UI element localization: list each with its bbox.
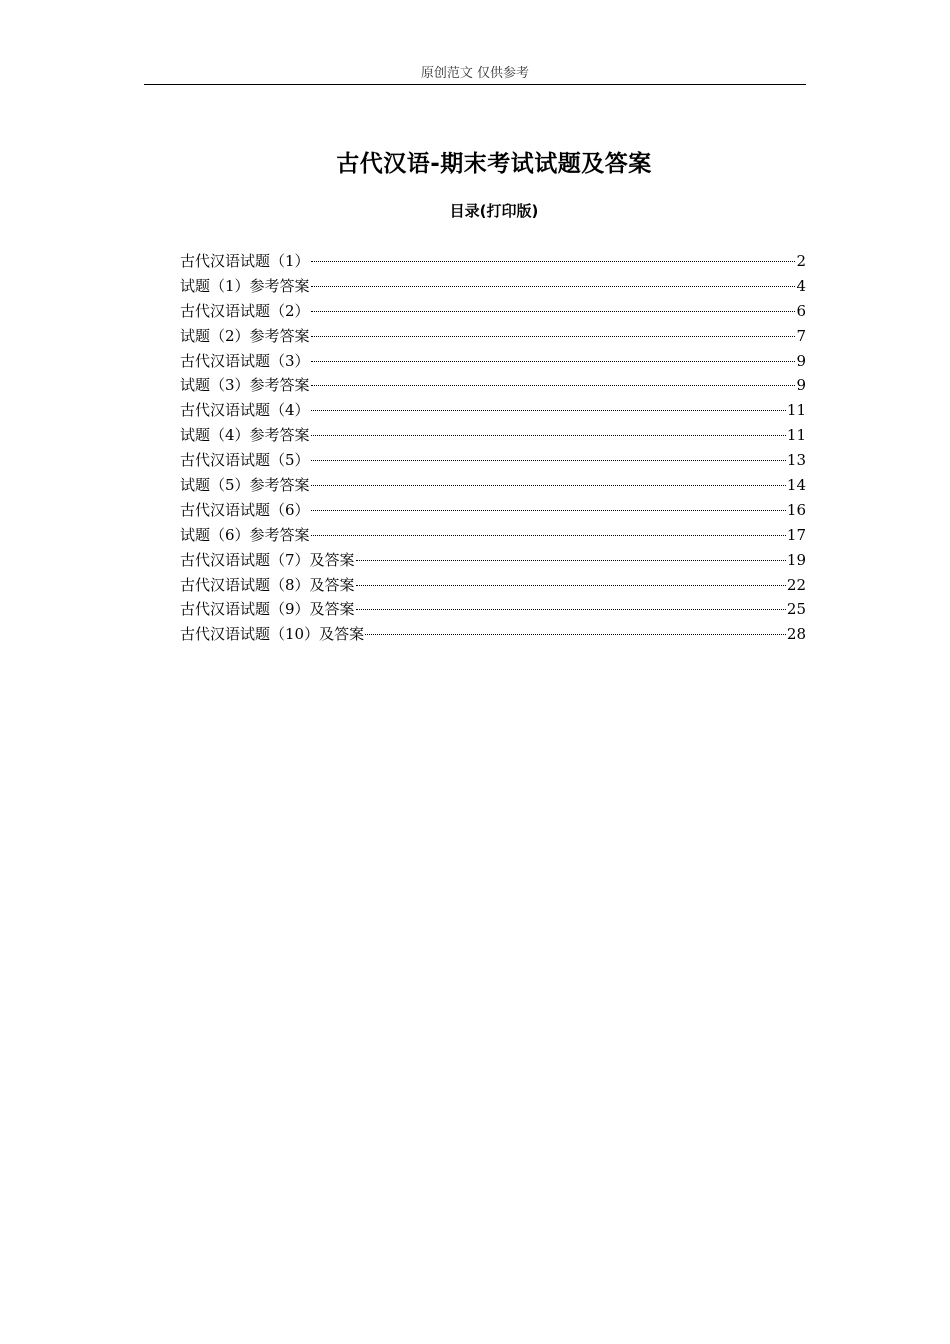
toc-dot-leader [311, 385, 796, 386]
toc-page-number: 9 [796, 351, 806, 370]
toc-dot-leader [311, 286, 796, 287]
toc-entry[interactable] [180, 597, 806, 622]
toc-entry-label: 古代汉语试题（6） [180, 500, 310, 519]
toc-entry[interactable] [180, 473, 806, 498]
toc-dot-leader [311, 336, 796, 337]
toc-entry-label: 试题（4）参考答案 [180, 426, 310, 445]
toc-page-number: 16 [786, 500, 806, 519]
toc-entry[interactable] [180, 249, 806, 274]
toc-entry-label: 试题（5）参考答案 [180, 476, 310, 495]
toc-entry[interactable] [180, 448, 806, 473]
toc-entry[interactable] [180, 274, 806, 299]
toc-dot-leader [311, 510, 786, 511]
toc-entry-label: 古代汉语试题（9）及答案 [180, 600, 355, 619]
toc-entry[interactable] [180, 373, 806, 398]
toc-entry-label: 古代汉语试题（7）及答案 [180, 550, 355, 569]
toc-entry[interactable] [180, 523, 806, 548]
toc-entry-label: 古代汉语试题（8）及答案 [180, 575, 355, 594]
header-text: 原创范文 仅供参考 [420, 66, 530, 81]
toc-page-number: 19 [786, 550, 806, 569]
toc-entry[interactable] [180, 622, 806, 647]
toc-page-number: 7 [796, 326, 806, 345]
toc-page-number: 11 [786, 401, 806, 420]
toc-dot-leader [311, 485, 786, 486]
toc-page-number: 22 [786, 575, 806, 594]
toc-entry-label: 古代汉语试题（4） [180, 401, 310, 420]
toc-entry-label: 试题（6）参考答案 [180, 525, 310, 544]
toc-entry-label: 试题（3）参考答案 [180, 376, 310, 395]
toc-entry-label: 古代汉语试题（5） [180, 451, 310, 470]
toc-dot-leader [311, 535, 786, 536]
toc-entry-label: 古代汉语试题（1） [180, 252, 310, 270]
toc-dot-leader [311, 311, 796, 312]
page-header [144, 64, 806, 85]
toc-page-number: 6 [796, 301, 806, 320]
toc-entry[interactable] [180, 349, 806, 374]
toc-dot-leader [311, 435, 786, 436]
toc-heading: 目录(打印版) [449, 202, 539, 220]
toc-page-number: 14 [786, 476, 806, 495]
toc-entry-label: 试题（2）参考答案 [180, 326, 310, 345]
toc-dot-leader [311, 261, 796, 262]
toc-dot-leader [356, 609, 786, 610]
toc-entry-label: 古代汉语试题（10）及答案 [180, 625, 365, 644]
toc-page-number: 17 [786, 525, 806, 544]
toc-entry-label: 古代汉语试题（3） [180, 351, 310, 370]
toc-dot-leader [356, 585, 786, 586]
toc-entry[interactable] [180, 398, 806, 423]
toc-dot-leader [365, 634, 786, 635]
toc-page-number: 13 [786, 451, 806, 470]
table-of-contents [180, 249, 806, 647]
toc-entry[interactable] [180, 573, 806, 598]
toc-dot-leader [311, 361, 796, 362]
toc-page-number: 4 [796, 276, 806, 295]
toc-entry[interactable] [180, 324, 806, 349]
toc-page-number: 11 [786, 426, 806, 445]
toc-entry[interactable] [180, 548, 806, 573]
toc-dot-leader [311, 410, 786, 411]
toc-entry[interactable] [180, 498, 806, 523]
toc-page-number: 28 [786, 625, 806, 644]
toc-dot-leader [356, 560, 786, 561]
document-title: 古代汉语-期末考试试题及答案 [336, 151, 652, 178]
toc-page-number: 9 [796, 376, 806, 395]
toc-page-number: 25 [786, 600, 806, 619]
toc-entry[interactable] [180, 423, 806, 448]
toc-entry[interactable] [180, 299, 806, 324]
toc-entry-label: 试题（1）参考答案 [180, 276, 310, 295]
toc-page-number: 2 [796, 252, 806, 270]
toc-entry-label: 古代汉语试题（2） [180, 301, 310, 320]
toc-dot-leader [311, 460, 786, 461]
